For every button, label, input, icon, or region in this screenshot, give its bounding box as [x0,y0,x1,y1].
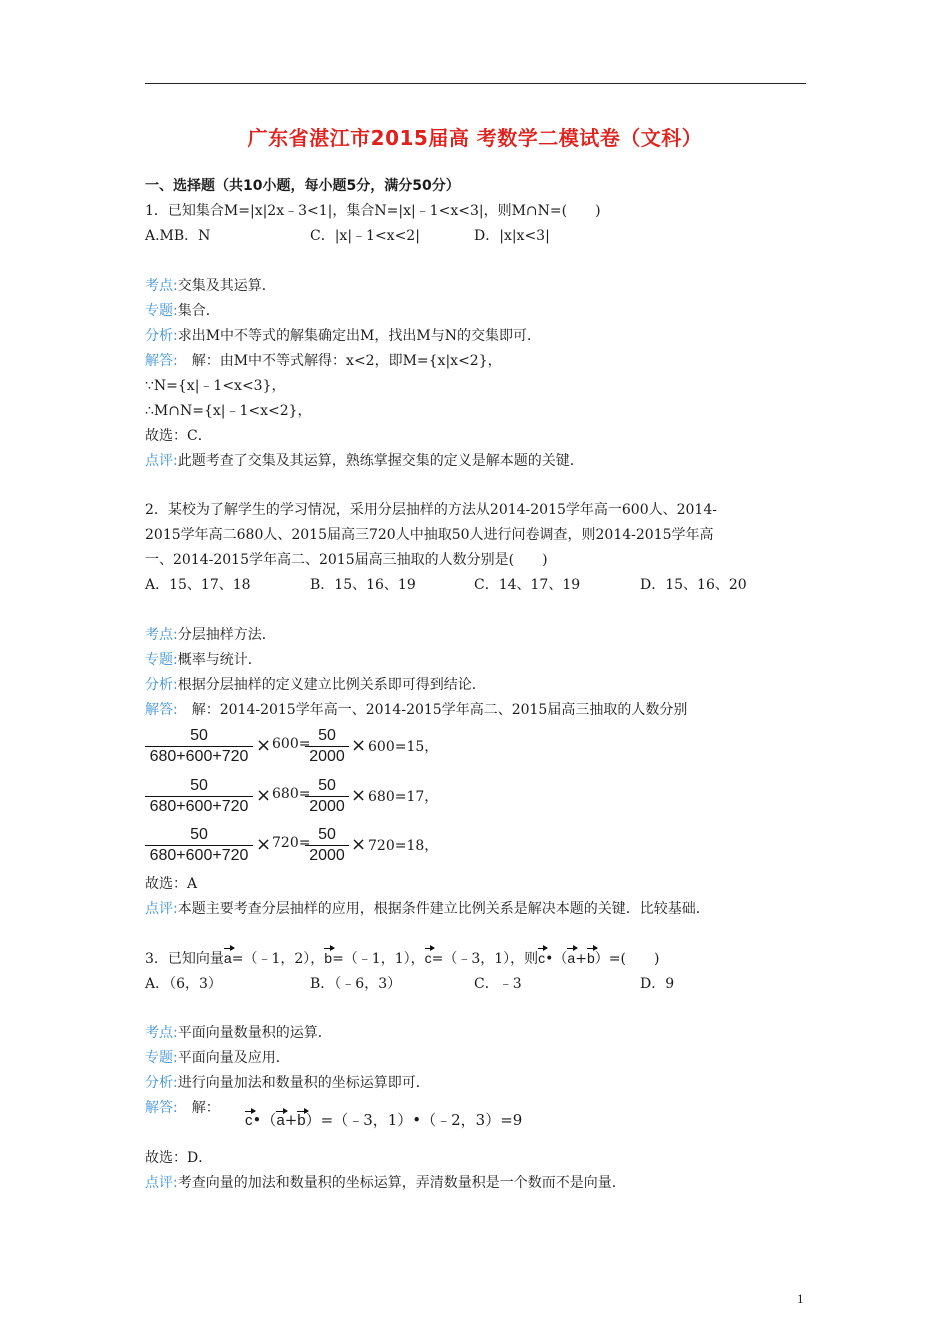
q1-zhuanti [145,301,220,321]
q2-dianping [145,899,710,919]
fraction-denominator: 680+600+720 [145,746,253,767]
vector-a: a [567,950,576,966]
header-rule [145,83,806,84]
tag-dianping: 点评: [145,1175,178,1191]
fraction-denominator: 680+600+720 [145,796,253,817]
q2-stem-line-3: 一、2014-2015学年高二、2015届高三抽取的人数分别是( ) [145,552,548,568]
q3-part-b: =（﹣1，1）， [332,951,425,967]
page-number: 1 [797,1291,804,1306]
q1-jieda-text: 解：由M中不等式解得：x<2，即M={x|x<2}， [177,353,502,369]
q1-fenxi-text: 求出M中不等式的解集确定出M，找出M与N的交集即可． [177,328,541,344]
q2-zhuanti [145,650,262,670]
tag-kaodian: 考点: [145,1025,178,1041]
q1-stem: 1．已知集合M=|x|2x﹣3<1|，集合N=|x|﹣1<x<3|，则M∩N=( ) [145,203,601,219]
q1-kaodian [145,276,276,296]
times-symbol: × [351,735,367,756]
q3-plus: + [575,951,587,967]
fraction-denominator: 2000 [305,796,349,817]
q2-option-d: D．15、16、20 [640,577,747,593]
q2-mult-3: 720= [272,835,311,851]
q3-zhuanti-text: 平面向量及应用． [177,1050,290,1066]
q3-tail: ）=( ) [594,951,660,967]
q1-jieda [145,351,502,371]
vector-c: c [538,950,546,966]
q2-mult-1: 600= [272,736,311,752]
q3-solution-formula [245,1110,522,1131]
q2-fraction-3 [145,825,253,866]
tag-jieda: 解答: [145,702,178,718]
vector-b: b [586,950,595,966]
tag-fenxi: 分析: [145,1075,178,1091]
q1-zhuanti-text: 集合． [177,303,220,319]
q1-option-d: D．|x|x<3| [474,228,550,244]
q2-fraction-1b [305,726,349,767]
q3-solution-plus: + [284,1111,298,1129]
tag-kaodian: 考点: [145,627,178,643]
q2-fenxi-text: 根据分层抽样的定义建立比例关系即可得到结论． [177,677,486,693]
q3-stem [145,948,659,969]
q3-dianping-text: 考查向量的加法和数量积的坐标运算，弄清数量积是一个数而不是向量． [177,1175,626,1191]
tag-zhuanti: 专题: [145,652,178,668]
tag-fenxi: 分析: [145,677,178,693]
q2-dianping-text: 本题主要考查分层抽样的应用，根据条件建立比例关系是解决本题的关键．比较基础． [177,901,710,917]
q2-option-b: B．15、16、19 [310,577,416,593]
vector-c: c [424,950,432,966]
q1-kaodian-text: 交集及其运算． [177,278,276,294]
tag-jieda: 解答: [145,1100,178,1116]
tag-kaodian: 考点: [145,278,178,294]
q3-stem-prefix: 3．已知向量 [145,951,224,967]
q1-step-3: 故选：C． [145,428,212,444]
q2-fraction-3b [305,825,349,866]
q3-solution-tail: ）=（﹣3，1）•（﹣2，3）=9 [305,1111,523,1129]
section-heading: 一、选择题（共10小题，每小题5分，满分50分） [145,178,460,194]
fraction-numerator: 50 [190,777,208,794]
q3-jieda [145,1098,220,1118]
tag-fenxi: 分析: [145,328,178,344]
vector-b: b [297,1112,306,1129]
vector-a: a [223,950,232,966]
q1-fenxi [145,326,541,346]
q3-kaodian [145,1023,332,1043]
q2-stem-line-1: 2．某校为了解学生的学习情况，采用分层抽样的方法从2014-2015学年高一600人、2014- [145,502,717,518]
q1-dianping [145,451,584,471]
vector-a: a [276,1112,285,1129]
q2-kaodian [145,625,276,645]
q3-fenxi [145,1073,430,1093]
q2-result-1: 600=15， [368,739,439,755]
times-symbol: × [351,785,367,806]
fraction-numerator: 50 [318,727,336,744]
fraction-numerator: 50 [190,826,208,843]
fraction-numerator: 50 [318,777,336,794]
q2-option-a: A．15、17、18 [145,577,251,593]
q2-fenxi [145,675,486,695]
q2-result-3: 720=18， [368,838,439,854]
q2-fraction-2 [145,776,253,817]
tag-dianping: 点评: [145,453,178,469]
fraction-numerator: 50 [190,727,208,744]
q3-option-b: B．（﹣6，3） [310,976,402,992]
q2-zhuanti-text: 概率与统计． [177,652,262,668]
vector-c: c [245,1112,253,1129]
tag-zhuanti: 专题: [145,1050,178,1066]
q3-conclusion: 故选：D． [145,1150,213,1166]
times-symbol: × [256,785,272,806]
q3-fenxi-text: 进行向量加法和数量积的坐标运算即可． [177,1075,430,1091]
q2-fraction-2b [305,776,349,817]
q2-jieda [145,700,687,720]
q1-option-c: C．|x|﹣1<x<2| [310,228,420,244]
q1-option-ab: A.MB．N [145,228,211,244]
q3-option-a: A．（6，3） [145,976,222,992]
times-symbol: × [351,834,367,855]
q2-fraction-1 [145,726,253,767]
fraction-denominator: 2000 [305,845,349,866]
q1-step-1: ∵N={x|﹣1<x<3}， [145,378,286,394]
q2-mult-2: 680= [272,786,311,802]
q3-kaodian-text: 平面向量数量积的运算． [177,1025,332,1041]
tag-dianping: 点评: [145,901,178,917]
times-symbol: × [256,834,272,855]
vector-b: b [324,950,333,966]
tag-jieda: 解答: [145,353,178,369]
q2-conclusion: 故选：A [145,876,198,892]
times-symbol: × [256,735,272,756]
q3-solution-dot: •（ [252,1111,277,1129]
q3-part-a: =（﹣1，2）， [231,951,325,967]
q3-option-d: D．9 [640,976,675,992]
page-title: 广东省湛江市2015届高 考数学二模试卷（文科） [247,126,703,150]
q3-zhuanti [145,1048,290,1068]
fraction-numerator: 50 [318,826,336,843]
fraction-denominator: 680+600+720 [145,845,253,866]
fraction-denominator: 2000 [305,746,349,767]
q1-step-2: ∴M∩N={x|﹣1<x<2}， [145,403,312,419]
q2-option-c: C．14、17、19 [474,577,581,593]
q3-dianping [145,1173,626,1193]
q2-kaodian-text: 分层抽样方法． [177,627,276,643]
q1-dianping-text: 此题考查了交集及其运算，熟练掌握交集的定义是解本题的关键． [177,453,584,469]
q3-option-c: C．﹣3 [474,976,522,992]
q2-stem-line-2: 2015学年高二680人、2015届高三720人中抽取50人进行问卷调查，则2014-2015学年高 [145,527,714,543]
tag-zhuanti: 专题: [145,303,178,319]
q3-jieda-text: 解： [177,1100,220,1116]
q2-result-2: 680=17， [368,789,439,805]
q3-dot: •（ [545,951,568,967]
q3-part-c: =（﹣3，1），则 [431,951,539,967]
q2-jieda-text: 解：2014-2015学年高一、2014-2015学年高二、2015届高三抽取的人数分别 [177,702,688,718]
